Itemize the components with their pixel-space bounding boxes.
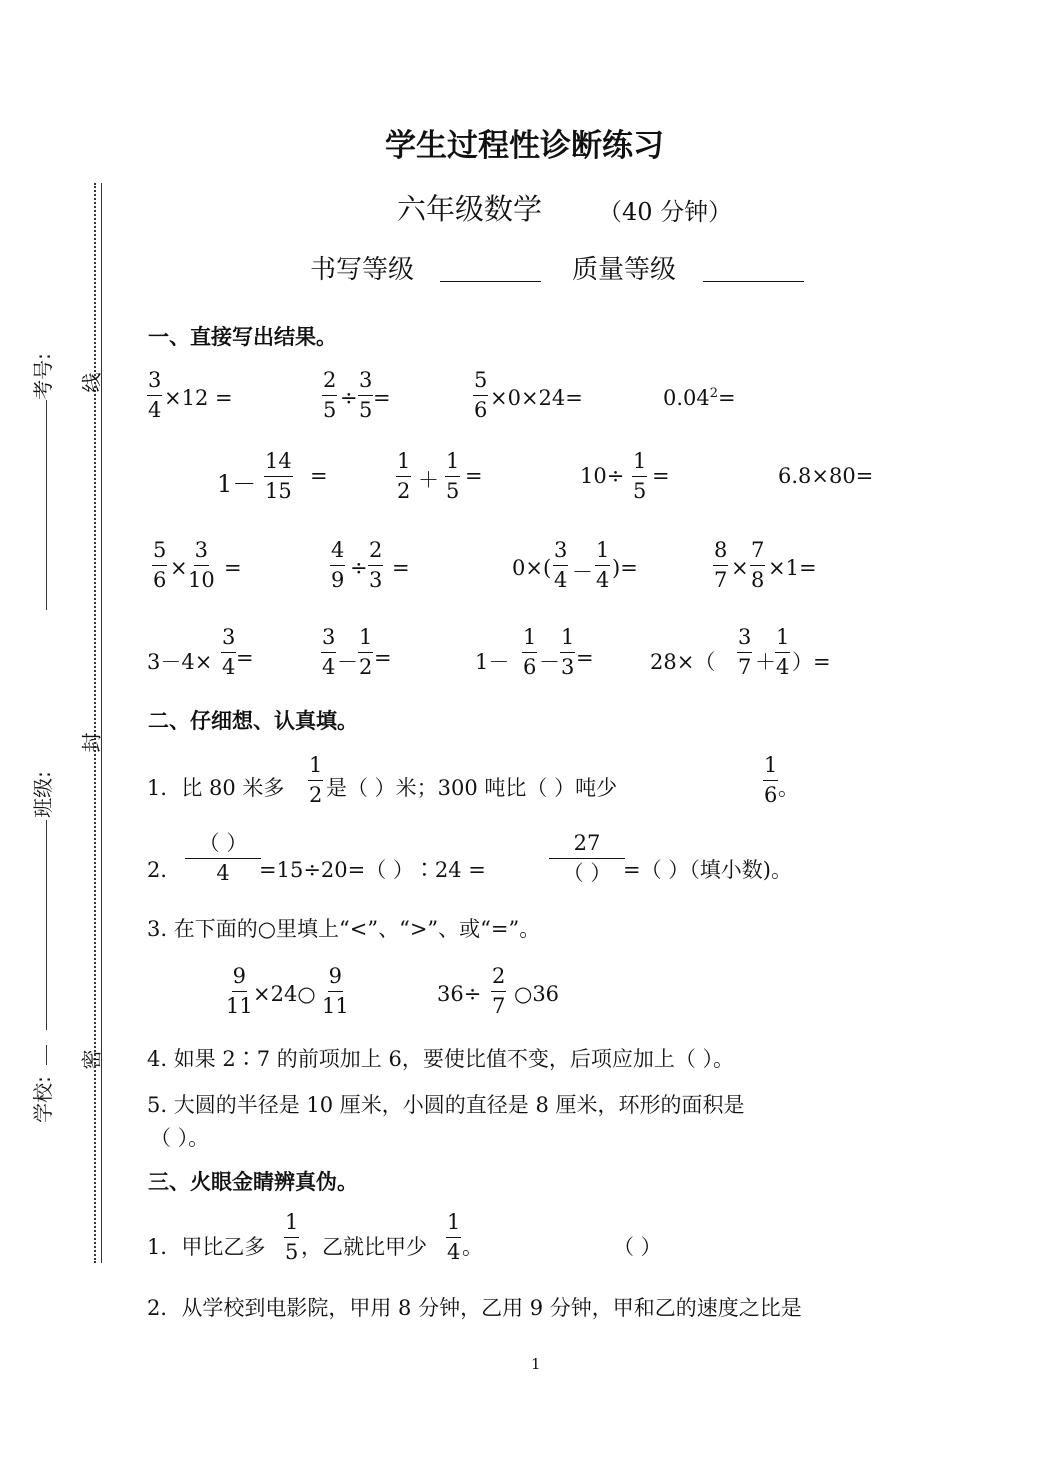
fraction: $\frac{9}{11}$ — [226, 964, 253, 1018]
class-label: 班级: — [30, 771, 55, 818]
expression-text: = — [310, 464, 328, 488]
compare-expression[interactable]: ○36 — [514, 982, 560, 1006]
question-text: =15÷20=（ ）∶24 = — [259, 858, 486, 882]
seal-char-feng: 封 — [79, 732, 104, 753]
question-text: 4. 如果 2∶7 的前项加上 6，要使比值不变，后项应加上（ ）。 — [147, 1047, 734, 1071]
operator: ＋ — [755, 650, 776, 674]
operator: ＋ — [418, 468, 439, 492]
expression-text: 1－ — [475, 650, 510, 674]
expression-text: ×0×24= — [490, 386, 583, 410]
expression-text: = — [224, 556, 242, 580]
binding-solid-line — [101, 183, 102, 1263]
page-number: 1 — [531, 1355, 541, 1373]
fraction: $\frac{1}{5}$ — [285, 1210, 299, 1264]
expression-text: 6.8×80= — [778, 464, 874, 488]
expression-text: ×1= — [768, 556, 817, 580]
expression-text: )= — [612, 556, 638, 580]
quality-grade-field[interactable] — [703, 281, 804, 282]
fraction: $\frac{1}{2}$ — [397, 449, 411, 503]
question-text: 5. 大圆的半径是 10 厘米，小圆的直径是 8 厘米，环形的面积是 — [147, 1093, 745, 1117]
school-field[interactable] — [46, 1045, 47, 1065]
operator: － — [337, 650, 358, 674]
operator: × — [170, 556, 188, 580]
fraction-blank[interactable]: 27 （ ） — [549, 833, 625, 884]
expression-text: = — [374, 646, 392, 670]
fraction: $\frac{8}{7}$ — [714, 538, 728, 592]
question-number: 2． — [147, 858, 182, 882]
fraction: $\frac{2}{3}$ — [369, 538, 383, 592]
school-label: 学校: — [30, 1076, 55, 1123]
expression-text: 10÷ — [580, 464, 625, 488]
writing-grade-label: 书写等级 — [310, 255, 415, 285]
fraction: $\frac{1}{6}$ — [523, 625, 537, 679]
compare-expression[interactable]: ×24○ — [253, 982, 316, 1006]
fraction: $\frac{9}{11}$ — [322, 964, 349, 1018]
question-text: ，乙就比甲少 — [301, 1235, 427, 1259]
exam-number-field[interactable] — [46, 400, 47, 610]
question-text: 1．甲比乙多 — [147, 1235, 266, 1259]
expression-text: 0×( — [512, 556, 552, 580]
expression-text: 3－4× — [147, 650, 213, 674]
fraction: $\frac{1}{6}$ — [764, 753, 778, 807]
fraction: $\frac{3}{5}$ — [359, 368, 373, 422]
fraction: $\frac{2}{5}$ — [323, 368, 337, 422]
question-text: 是（ ）米；300 吨比（ ）吨少 — [326, 776, 618, 800]
page-title: 学生过程性诊断练习 — [385, 128, 664, 164]
fraction: $\frac{14}{15}$ — [265, 449, 292, 503]
fraction: $\frac{1}{5}$ — [633, 449, 647, 503]
expression-text: 28×（ — [650, 650, 716, 674]
writing-grade-field[interactable] — [440, 281, 541, 282]
fraction: $\frac{3}{4}$ — [222, 625, 236, 679]
fraction: $\frac{5}{6}$ — [153, 538, 167, 592]
fraction: $\frac{3}{4}$ — [148, 368, 162, 422]
question-text: （ ）。 — [150, 1126, 210, 1150]
exam-number-label: 考号: — [30, 353, 55, 400]
expression-text: ）= — [792, 650, 831, 674]
fraction: $\frac{3}{4}$ — [322, 625, 336, 679]
fraction: $\frac{1}{4}$ — [776, 625, 790, 679]
fraction: $\frac{1}{4}$ — [596, 538, 610, 592]
section-1-heading: 一、直接写出结果。 — [148, 325, 337, 349]
class-field[interactable] — [46, 820, 47, 1030]
fraction: $\frac{1}{3}$ — [561, 625, 575, 679]
operator: － — [539, 650, 560, 674]
expression-text: $0.04^2=$ — [663, 386, 736, 410]
subtitle: 六年级数学 — [397, 192, 543, 226]
question-text: 。 — [778, 776, 799, 800]
fraction: $\frac{2}{7}$ — [492, 964, 506, 1018]
fraction: $\frac{7}{8}$ — [751, 538, 765, 592]
expression-text: = — [373, 386, 391, 410]
fraction: $\frac{3}{4}$ — [554, 538, 568, 592]
question-text: 2．从学校到电影院，甲用 8 分钟，乙用 9 分钟，甲和乙的速度之比是 — [147, 1296, 802, 1320]
duration: （40 分钟） — [598, 198, 733, 226]
fraction: $\frac{3}{7}$ — [738, 625, 752, 679]
question-text: =（ ）（填小数)。 — [623, 858, 792, 882]
fraction: $\frac{4}{9}$ — [331, 538, 345, 592]
section-2-heading: 二、仔细想、认真填。 — [148, 709, 358, 733]
fraction: $\frac{1}{2}$ — [309, 753, 323, 807]
quality-grade-label: 质量等级 — [572, 255, 677, 285]
answer-blank[interactable]: （ ） — [613, 1235, 662, 1259]
operator: ÷ — [340, 386, 358, 410]
expression-text: = — [236, 646, 254, 670]
fraction: $\frac{1}{4}$ — [447, 1210, 461, 1264]
question-text: 3. 在下面的○里填上“<”、“>”、或“=”。 — [147, 917, 541, 941]
operator: ÷ — [350, 556, 368, 580]
fraction: $\frac{1}{5}$ — [446, 449, 460, 503]
expression-text: = — [465, 464, 483, 488]
question-text: 1．比 80 米多 — [147, 776, 285, 800]
operator: × — [731, 556, 749, 580]
operator: － — [572, 560, 593, 584]
fraction: $\frac{5}{6}$ — [474, 368, 488, 422]
section-3-heading: 三、火眼金睛辨真伪。 — [148, 1170, 358, 1194]
expression-text: 1－ — [217, 470, 257, 498]
fraction: $\frac{1}{2}$ — [359, 625, 373, 679]
fraction: $\frac{3}{10}$ — [188, 538, 215, 592]
question-text: 。 — [462, 1235, 483, 1259]
expression-text: = — [652, 464, 670, 488]
expression-text: 36÷ — [437, 982, 482, 1006]
fraction-blank[interactable]: （ ） 4 — [185, 833, 261, 884]
binding-dotted-line — [94, 183, 96, 1263]
expression-text: ×12 = — [164, 386, 233, 410]
seal-char-line: 线 — [79, 372, 104, 393]
expression-text: = — [392, 556, 410, 580]
expression-text: = — [576, 646, 594, 670]
seal-char-mi: 密 — [79, 1049, 104, 1070]
